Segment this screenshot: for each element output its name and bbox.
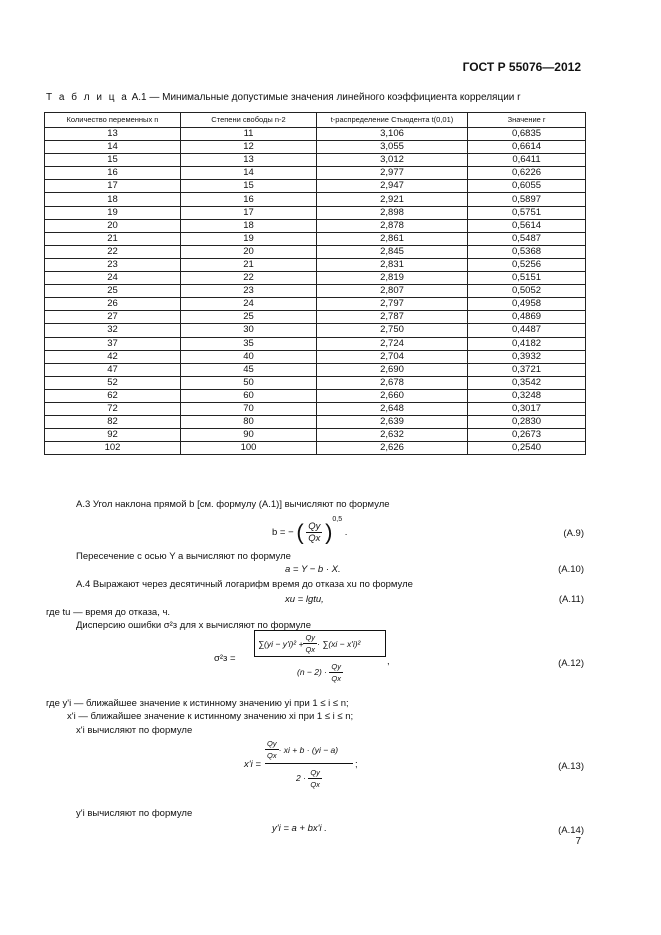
table-cell: 40 — [181, 350, 317, 363]
eq9-lhs: b = − — [272, 527, 294, 538]
equation-number-a13: (А.13) — [558, 761, 584, 772]
table-row — [45, 376, 586, 389]
eq12-den-text: (n − 2) · — [297, 666, 328, 677]
paragraph-x-calc: x'i вычисляют по формуле — [76, 725, 193, 736]
table-cell: 13 — [181, 154, 317, 167]
paren-open: ( — [296, 519, 304, 545]
table-row — [45, 363, 586, 376]
table-cell: 2,977 — [317, 167, 468, 180]
paragraph-a4: А.4 Выражают через десятичный логарифм время до отказа xu по формуле — [76, 579, 413, 590]
eq12-sum1: ∑(yi − y'i)² + — [258, 638, 304, 649]
table-cell: 2,797 — [317, 298, 468, 311]
table-cell: 0,5052 — [468, 285, 586, 298]
table-cell: 0,6614 — [468, 141, 586, 154]
where-tu: где tu — время до отказа, ч. — [46, 607, 171, 618]
table-cell: 0,3721 — [468, 363, 586, 376]
eq12-den-qx: Qx — [331, 674, 341, 683]
table-cell: 19 — [181, 232, 317, 245]
table-cell: 0,6835 — [468, 128, 586, 141]
eq13-den-text: 2 · — [296, 772, 306, 783]
table-cell: 2,704 — [317, 350, 468, 363]
table-cell: 0,2673 — [468, 429, 586, 442]
table-cell: 20 — [181, 245, 317, 258]
table-row — [45, 154, 586, 167]
table-cell: 0,5256 — [468, 258, 586, 271]
table-cell: 23 — [45, 258, 181, 271]
eq13-den-qx: Qx — [310, 780, 320, 789]
eq13-lhs: x'i = — [244, 759, 261, 770]
table-cell: 2,724 — [317, 337, 468, 350]
table-cell: 0,4182 — [468, 337, 586, 350]
table-row — [45, 141, 586, 154]
table-cell: 2,845 — [317, 245, 468, 258]
table-row — [45, 206, 586, 219]
table-cell: 2,787 — [317, 311, 468, 324]
paren-close: ) — [325, 519, 333, 545]
table-cell: 19 — [45, 206, 181, 219]
table-row — [45, 258, 586, 271]
table-cell: 2,678 — [317, 376, 468, 389]
where-y: где y'i — ближайшее значение к истинному значению yi при 1 ≤ i ≤ n; — [46, 698, 349, 709]
table-cell: 15 — [45, 154, 181, 167]
table-cell: 22 — [45, 245, 181, 258]
table-cell: 16 — [181, 193, 317, 206]
table-cell: 2,626 — [317, 442, 468, 455]
table-cell: 47 — [45, 363, 181, 376]
table-cell: 72 — [45, 402, 181, 415]
table-cell: 0,5897 — [468, 193, 586, 206]
table-cell: 100 — [181, 442, 317, 455]
table-cell: 16 — [45, 167, 181, 180]
table-cell: 23 — [181, 285, 317, 298]
eq9-exponent: 0,5 — [332, 516, 343, 523]
table-cell: 0,4869 — [468, 311, 586, 324]
eq13-num-text: · xi + b · (yi − a) — [278, 744, 339, 755]
table-cell: 0,6055 — [468, 180, 586, 193]
equation-a12 — [254, 630, 386, 684]
eq12-lhs: σ²з = — [214, 653, 236, 664]
table-row — [45, 298, 586, 311]
table-cell: 2,639 — [317, 416, 468, 429]
equation-a13 — [265, 738, 353, 790]
table-header-row — [45, 113, 586, 128]
table-cell: 13 — [45, 128, 181, 141]
column-header: Количество переменных n — [45, 113, 181, 128]
table-cell: 62 — [45, 389, 181, 402]
table-cell: 0,3248 — [468, 389, 586, 402]
eq9-numerator: Qy — [308, 520, 321, 532]
table-cell: 12 — [181, 141, 317, 154]
table-cell: 0,5151 — [468, 272, 586, 285]
table-cell: 92 — [45, 429, 181, 442]
table-cell: 2,750 — [317, 324, 468, 337]
table-cell: 25 — [45, 285, 181, 298]
caption-prefix: Т а б л и ц а — [46, 92, 129, 103]
table-row — [45, 389, 586, 402]
table-row — [45, 416, 586, 429]
table-cell: 27 — [45, 311, 181, 324]
table-cell: 25 — [181, 311, 317, 324]
eq13-denominator — [265, 767, 353, 790]
table-cell: 50 — [181, 376, 317, 389]
eq12-den-fraction — [329, 661, 343, 684]
table-row — [45, 324, 586, 337]
table-cell: 0,5614 — [468, 219, 586, 232]
eq13-tail: ; — [355, 759, 358, 770]
eq9-denominator: Qx — [308, 532, 321, 544]
table-row — [45, 311, 586, 324]
eq13-num-fraction — [265, 738, 279, 761]
table-cell: 2,660 — [317, 389, 468, 402]
table-row — [45, 285, 586, 298]
table-cell: 0,2830 — [468, 416, 586, 429]
table-cell: 2,947 — [317, 180, 468, 193]
column-header: t-распределение Стьюдента t(0,01) — [317, 113, 468, 128]
paragraph-y-calc: y'i вычисляют по формуле — [76, 808, 193, 819]
caption-text: А.1 — Минимальные допустимые значения линейного коэффициента корреляции r — [131, 92, 521, 103]
table-cell: 0,5751 — [468, 206, 586, 219]
table-cell: 45 — [181, 363, 317, 376]
table-cell: 2,632 — [317, 429, 468, 442]
equation-a14: y'i = a + bx'i . — [272, 823, 327, 834]
equation-number-a14: (А.14) — [558, 825, 584, 836]
table-cell: 2,921 — [317, 193, 468, 206]
table-row — [45, 167, 586, 180]
table-cell: 102 — [45, 442, 181, 455]
table-cell: 0,3017 — [468, 402, 586, 415]
table-cell: 2,819 — [317, 272, 468, 285]
table-cell: 14 — [45, 141, 181, 154]
eq13-den-fraction — [308, 767, 322, 790]
table-cell: 0,3932 — [468, 350, 586, 363]
equation-number-a9: (А.9) — [563, 528, 584, 539]
equation-number-a12: (А.12) — [558, 658, 584, 669]
table-cell: 2,648 — [317, 402, 468, 415]
table-cell: 21 — [45, 232, 181, 245]
table-row — [45, 180, 586, 193]
document-header: ГОСТ Р 55076—2012 — [462, 60, 581, 74]
page-number: 7 — [575, 836, 581, 847]
where-x: x'i — ближайшее значение к истинному значению xi при 1 ≤ i ≤ n; — [67, 711, 354, 722]
table-cell: 60 — [181, 389, 317, 402]
column-header: Степени свободы n-2 — [181, 113, 317, 128]
equation-a11: xu = lgtu, — [285, 594, 324, 605]
table-cell: 2,831 — [317, 258, 468, 271]
eq12-q-fraction — [303, 632, 317, 655]
equation-a9 — [272, 516, 347, 544]
table-cell: 70 — [181, 402, 317, 415]
eq12-sum2: · ∑(xi − x'i)² — [317, 638, 361, 649]
table-cell: 20 — [45, 219, 181, 232]
table-cell: 0,4487 — [468, 324, 586, 337]
table-cell: 2,878 — [317, 219, 468, 232]
table-cell: 0,3542 — [468, 376, 586, 389]
table-cell: 21 — [181, 258, 317, 271]
table-row — [45, 245, 586, 258]
table-cell: 11 — [181, 128, 317, 141]
eq13-numerator — [265, 738, 353, 764]
table-cell: 2,861 — [317, 232, 468, 245]
table-cell: 90 — [181, 429, 317, 442]
eq13-qy: Qy — [267, 739, 277, 748]
table-row — [45, 442, 586, 455]
table-cell: 35 — [181, 337, 317, 350]
table-cell: 82 — [45, 416, 181, 429]
table-cell: 3,012 — [317, 154, 468, 167]
equation-a10: a = Y − b · X. — [285, 564, 341, 575]
table-cell: 18 — [45, 193, 181, 206]
eq9-fraction — [306, 521, 322, 544]
equation-number-a10: (А.10) — [558, 564, 584, 575]
eq12-denominator — [254, 661, 386, 684]
table-cell: 14 — [181, 167, 317, 180]
column-header: Значение r — [468, 113, 586, 128]
table-cell: 0,6226 — [468, 167, 586, 180]
table-body — [45, 128, 586, 455]
eq13-qx: Qx — [267, 751, 277, 760]
table-caption — [46, 92, 520, 103]
paragraph-intercept: Пересечение с осью Y a вычисляют по формуле — [76, 551, 291, 562]
table-cell: 17 — [181, 206, 317, 219]
table-cell: 24 — [45, 272, 181, 285]
table-cell: 2,690 — [317, 363, 468, 376]
eq12-numerator — [254, 630, 386, 657]
eq12-den-qy: Qy — [331, 662, 341, 671]
table-row — [45, 429, 586, 442]
table-cell: 24 — [181, 298, 317, 311]
table-cell: 15 — [181, 180, 317, 193]
table-cell: 18 — [181, 219, 317, 232]
eq13-den-qy: Qy — [310, 768, 320, 777]
table-cell: 22 — [181, 272, 317, 285]
table-row — [45, 402, 586, 415]
table-row — [45, 350, 586, 363]
table-row — [45, 272, 586, 285]
table-cell: 52 — [45, 376, 181, 389]
table-row — [45, 128, 586, 141]
table-cell: 0,5368 — [468, 245, 586, 258]
eq12-tail: , — [387, 656, 390, 667]
table-cell: 0,4958 — [468, 298, 586, 311]
eq12-qx: Qx — [305, 645, 316, 654]
table-cell: 3,106 — [317, 128, 468, 141]
table-cell: 26 — [45, 298, 181, 311]
table-cell: 3,055 — [317, 141, 468, 154]
table-row — [45, 337, 586, 350]
table-cell: 0,5487 — [468, 232, 586, 245]
table-cell: 80 — [181, 416, 317, 429]
table-row — [45, 232, 586, 245]
table-cell: 37 — [45, 337, 181, 350]
table-row — [45, 193, 586, 206]
table-cell: 2,807 — [317, 285, 468, 298]
table-cell: 32 — [45, 324, 181, 337]
table-row — [45, 219, 586, 232]
paragraph-a3: А.3 Угол наклона прямой b [см. формулу (А.1)] вычисляют по формуле — [76, 499, 390, 510]
table-cell: 0,2540 — [468, 442, 586, 455]
table-cell: 42 — [45, 350, 181, 363]
table-cell: 2,898 — [317, 206, 468, 219]
table-cell: 30 — [181, 324, 317, 337]
correlation-table — [44, 112, 586, 455]
table-cell: 17 — [45, 180, 181, 193]
eq9-tail: . — [344, 527, 348, 538]
paragraph-dispersion: Дисперсию ошибки σ²з для x вычисляют по формуле — [76, 620, 311, 631]
equation-number-a11: (А.11) — [558, 594, 584, 605]
table-cell: 0,6411 — [468, 154, 586, 167]
eq12-qy: Qy — [305, 633, 316, 642]
